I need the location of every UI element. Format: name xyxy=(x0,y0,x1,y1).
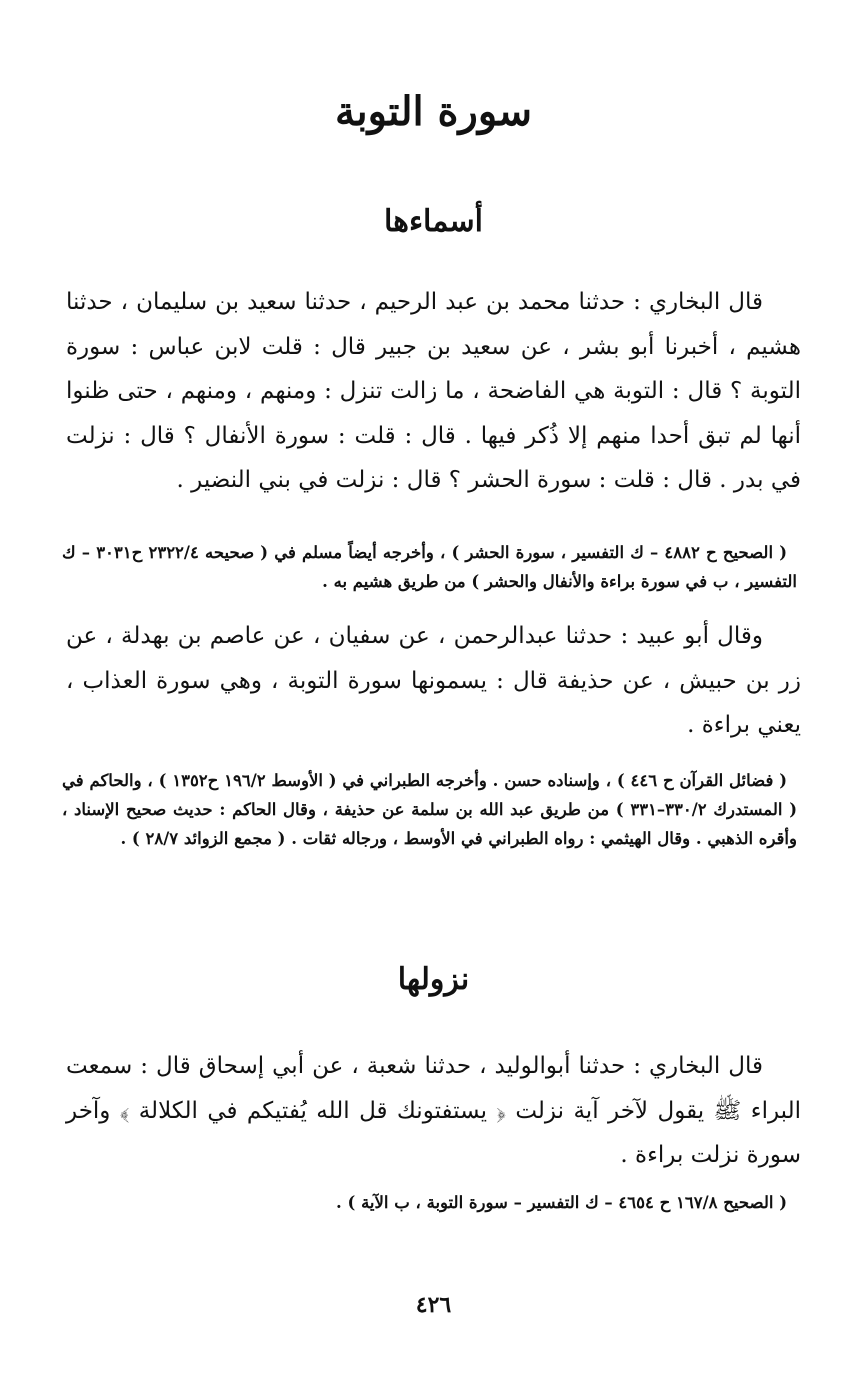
footnote-sahih-hashr: ( الصحيح ح ٤٨٨٢ – ك التفسير ، سورة الحشر ) ، وأخرجه أيضاً مسلم في ( صحيحه ٢٣٢٢/٤ ح٣٠٣١ – ك التفسير ، ب في سورة براءة والأنفال والحشر ) من طريق هشيم به . xyxy=(62,543,797,591)
page-number: ٤٢٦ xyxy=(415,1292,452,1318)
paragraph-bukhari-names: قال البخاري : حدثنا محمد بن عبد الرحيم ، حدثنا سعيد بن سليمان ، حدثنا هشيم ، أخبرنا أبو بشر ، عن سعيد بن جبير قال : قلت لابن عباس : سورة التوبة ؟ قال : التوبة هي الفاضحة ، ما زالت تنزل : ومنهم ، ومنهم ، حتى ظنوا أنها لم تبق أحدا منهم إلا ذُكر فيها . قال : قلت : سورة الأنفال ؟ قال : نزلت في بدر . قال : قلت : سورة الحشر ؟ قال : نزلت في بني النضير . xyxy=(66,289,801,493)
footnote-sahih-tawbah: ( الصحيح ١٦٧/٨ ح ٤٦٥٤ – ك التفسير – سورة التوبة ، ب الآية ) . xyxy=(336,1193,787,1212)
paragraph-bukhari-revelation: قال البخاري : حدثنا أبوالوليد ، حدثنا شعبة ، عن أبي إسحاق قال : سمعت البراء ﷺ يقول لآخر آية نزلت ﴿ يستفتونك قل الله يُفتيكم في الكلالة ﴾ وآخر سورة نزلت براءة . xyxy=(66,1053,801,1168)
paragraph-abu-ubaid: وقال أبو عبيد : حدثنا عبدالرحمن ، عن سفيان ، عن عاصم بن بهدلة ، عن زر بن حبيش ، عن حذيفة قال : يسمونها سورة التوبة ، وهي سورة العذاب ، يعني براءة . xyxy=(66,623,801,738)
section-heading-names: أسماءها xyxy=(383,204,484,239)
surah-title: سورة التوبة xyxy=(335,88,532,135)
footnote-fadail-quran: ( فضائل القرآن ح ٤٤٦ ) ، وإسناده حسن . وأخرجه الطبراني في ( الأوسط ١٩٦/٢ ح١٣٥٢ ) ، والحاكم في ( المستدرك ٣٣٠/٢–٣٣١ ) من طريق عبد الله بن سلمة عن حذيفة ، وقال الحاكم : حديث صحيح الإسناد ، وأقره الذهبي . وقال الهيثمي : رواه الطبراني في الأوسط ، ورجاله ثقات . ( مجمع الزوائد ٢٨/٧ ) . xyxy=(62,771,797,848)
section-heading-revelation: نزولها xyxy=(397,962,470,997)
